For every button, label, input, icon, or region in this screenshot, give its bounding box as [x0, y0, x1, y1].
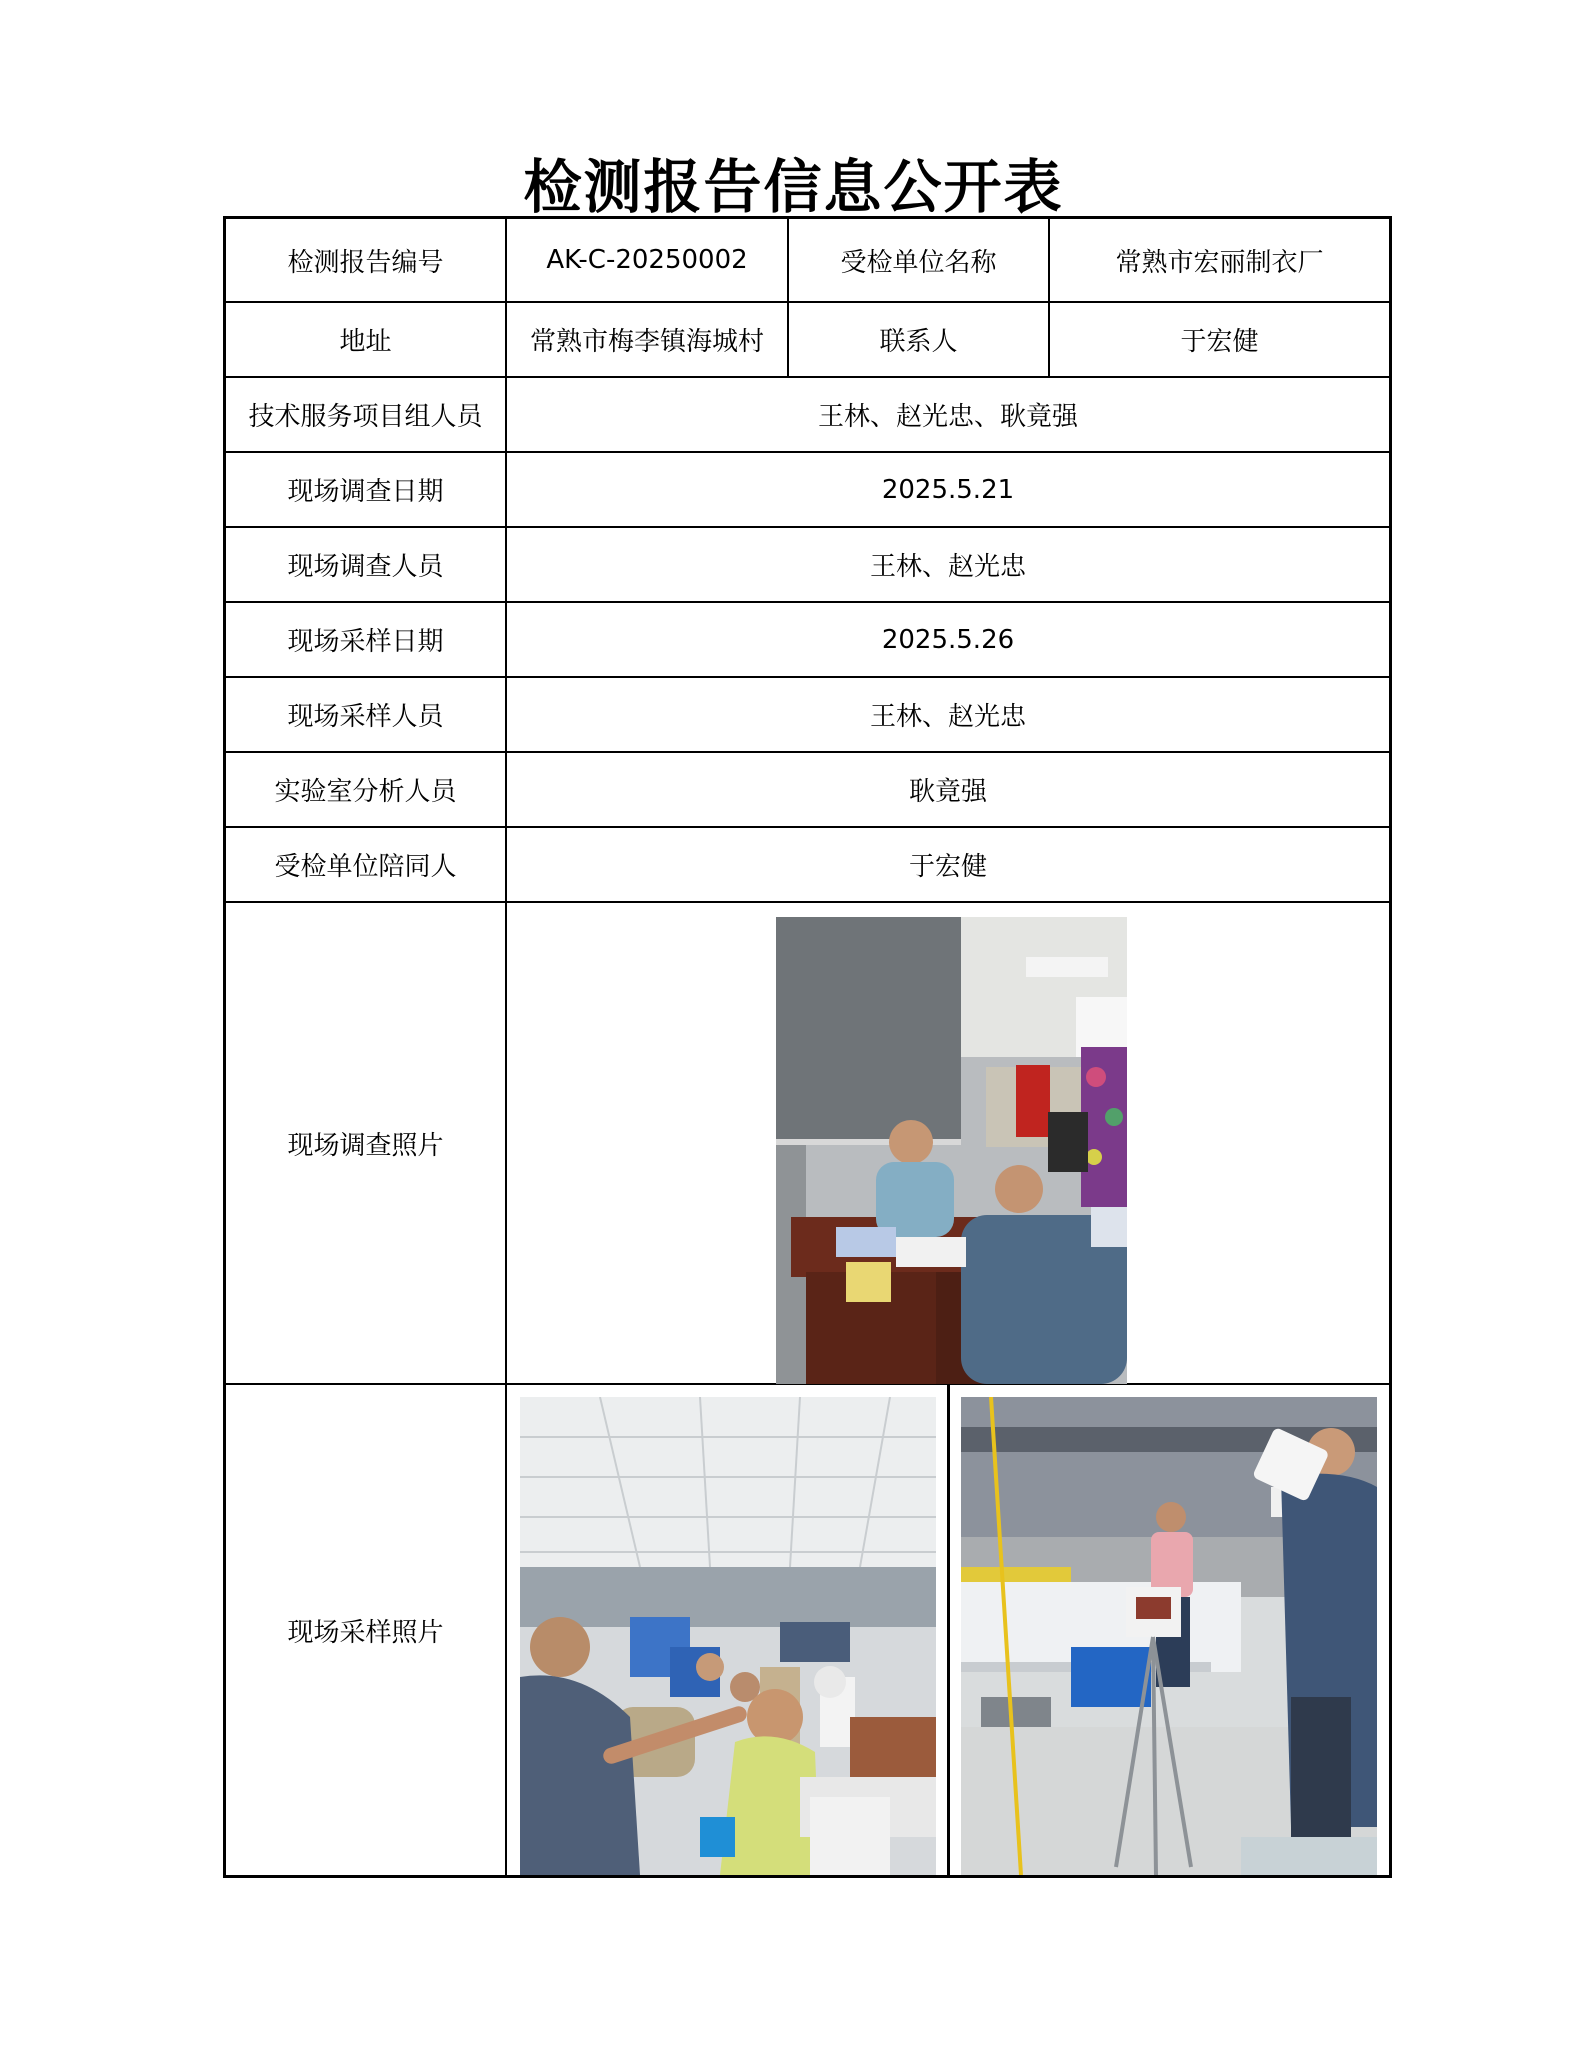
table-row [226, 219, 1389, 303]
lab-staff-label: 实验室分析人员 [226, 753, 507, 826]
address-label: 地址 [226, 303, 507, 376]
contact-label: 联系人 [789, 303, 1050, 376]
team-value: 王林、赵光忠、耿竟强 [817, 402, 1078, 432]
survey-photo-label: 现场调查照片 [226, 903, 507, 1383]
report-no-value: AK-C-20250002 [507, 219, 789, 301]
table-row [226, 378, 1389, 453]
address-value: 常熟市梅李镇海城村 [507, 303, 789, 376]
table-row [226, 303, 1389, 378]
table-row [226, 603, 1389, 678]
sampling-photo-cell [507, 1385, 1389, 1875]
table-row [226, 828, 1389, 903]
sampling-date-value: 2025.5.26 [881, 624, 1015, 655]
table-row [226, 678, 1389, 753]
survey-photo [776, 917, 1127, 1384]
survey-date-value: 2025.5.21 [881, 474, 1015, 505]
escort-label: 受检单位陪同人 [226, 828, 507, 901]
sampling-staff-label: 现场采样人员 [226, 678, 507, 751]
table-row [226, 528, 1389, 603]
escort-value: 于宏健 [908, 852, 987, 882]
sampling-photo-right-cell [950, 1385, 1390, 1875]
survey-staff-value: 王林、赵光忠 [869, 552, 1026, 582]
table-row [226, 753, 1389, 828]
sampling-photo-2 [961, 1397, 1377, 1875]
contact-value: 于宏健 [1180, 327, 1259, 357]
survey-staff-label: 现场调查人员 [226, 528, 507, 601]
page-title: 检测报告信息公开表 [523, 153, 1064, 221]
sampling-photo-label: 现场采样照片 [226, 1385, 507, 1875]
team-label: 技术服务项目组人员 [226, 378, 507, 451]
lab-staff-value: 耿竟强 [908, 777, 987, 807]
unit-name-label: 受检单位名称 [789, 219, 1050, 301]
report-no-label: 检测报告编号 [226, 219, 507, 301]
table-row [226, 903, 1389, 1385]
table-row [226, 1385, 1389, 1875]
sampling-staff-value: 王林、赵光忠 [869, 702, 1026, 732]
info-table [223, 216, 1392, 1878]
survey-date-label: 现场调查日期 [226, 453, 507, 526]
survey-photo-cell [507, 903, 1389, 1383]
table-row [226, 453, 1389, 528]
sampling-photo-left-cell [507, 1385, 950, 1875]
unit-name-value: 常熟市宏丽制衣厂 [1115, 247, 1324, 278]
sampling-photo-1 [520, 1397, 936, 1875]
sampling-date-label: 现场采样日期 [226, 603, 507, 676]
